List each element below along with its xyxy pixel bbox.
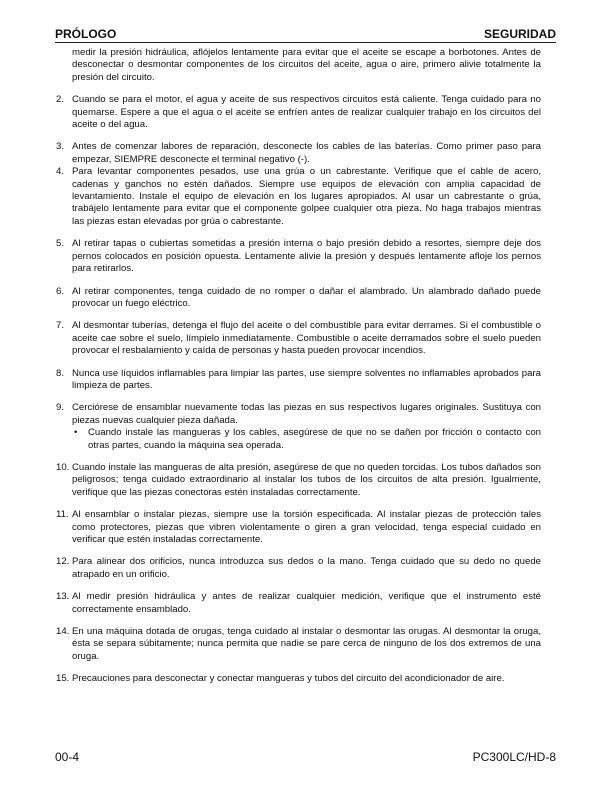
item-number: 9. bbox=[56, 402, 65, 414]
list-item bbox=[56, 166, 541, 228]
safety-list bbox=[56, 47, 541, 696]
page-number: 00-4 bbox=[55, 750, 80, 764]
item-text: Para alinear dos orificios, nunca introduzca sus dedos o la mano. Tenga cuidado que su dedo no quede atrapado en un orificio. bbox=[72, 556, 541, 580]
list-item bbox=[56, 626, 541, 663]
bullet-text: Cuando instale las mangueras y los cables, asegúrese de que no se dañen por fricción o contacto con otras partes, cuando la máquina sea operada. bbox=[88, 427, 541, 451]
item-text: Cerciórese de ensamblar nuevamente todas las piezas en sus respectivos lugares originales. Sustituya con piezas nuevas cualquier pieza dañada. bbox=[72, 402, 541, 426]
bullet-icon: • bbox=[74, 427, 78, 439]
item-text: Al medir presión hidráulica y antes de realizar cualquier medición, verifique que el instrumento esté correctamente ensamblado. bbox=[72, 591, 541, 615]
item-number: 15. bbox=[56, 673, 70, 685]
list-item bbox=[56, 320, 541, 357]
model-number: PC300LC/HD-8 bbox=[472, 750, 556, 764]
item-number: 6. bbox=[56, 285, 65, 297]
list-item bbox=[56, 141, 541, 166]
item-number: 3. bbox=[56, 141, 65, 153]
item-number: 8. bbox=[56, 367, 65, 379]
list-item bbox=[56, 591, 541, 616]
item-text: Cuando se para el motor, el agua y aceite de sus respectivos circuitos está caliente. Tenga cuidado para no quemarse. Espere a que el agua o el aceite se enfríen antes de realizar cualquier trabajo en los circuitos del aceite o del agua. bbox=[72, 94, 541, 131]
section-title: PRÓLOGO bbox=[55, 27, 117, 41]
list-item bbox=[56, 462, 541, 499]
list-item bbox=[56, 368, 541, 393]
item-number: 5. bbox=[56, 238, 65, 250]
list-item bbox=[56, 94, 541, 131]
list-item bbox=[56, 402, 541, 452]
item-text: Precauciones para desconectar y conectar mangueras y tubos del circuito del acondicionador de aire. bbox=[72, 673, 505, 685]
list-item bbox=[56, 673, 541, 685]
item-text: Para levantar componentes pesados, use una grúa o un cabrestante. Verifique que el cable de acero, cadenas y ganchos no estén dañados. Siempre use equipos de elevación con amplia capacidad de levantamiento. Instale el equipo de elevación en los lugares apropiados. Al usar un cabrestante o grúa, trabájelo lentamente para evitar que el componente golpee cualquier otra pieza. No haga trabajos mientras las piezas estan elevadas por grúa o cabrestante. bbox=[72, 166, 541, 227]
item-number: 14. bbox=[56, 626, 70, 638]
item-text: Cuando instale las mangueras de alta presión, asegúrese de que no queden torcidas. Los tubos dañados son peligrosos; tenga cuidado extraordinario al instalar los tubos de los circuitos de alta presión. Igualmente, verifique que las piezas conectoras estén instaladas correctamente. bbox=[72, 461, 541, 498]
item-text: Al desmontar tuberías, detenga el flujo del aceite o del combustible para evitar derrames. Si el combustible o aceite cae sobre el suelo, límpielo inmediatamente. Combustible o aceite derramados sobre el suelo pueden provocar el resbalamiento y caída de personas y hasta pueden provocar incendios. bbox=[72, 320, 541, 357]
chapter-title: SEGURIDAD bbox=[483, 27, 556, 41]
page-header bbox=[55, 26, 556, 43]
sub-bullet bbox=[72, 427, 541, 452]
item-number: 2. bbox=[56, 94, 65, 106]
list-item bbox=[56, 286, 541, 311]
list-item bbox=[56, 509, 541, 546]
page-footer bbox=[55, 750, 556, 764]
list-item bbox=[56, 238, 541, 275]
item-number: 7. bbox=[56, 320, 65, 332]
item-number: 13. bbox=[56, 591, 70, 603]
continued-paragraph: medir la presión hidráulica, aflójelos lentamente para evitar que el aceite se escape a borbotones. Antes de desconectar o desmontar componentes de los circuitos del aceite, agua o aire, primero alivie totalmente la presión del circuito. bbox=[72, 47, 541, 83]
item-text: Al retirar componentes, tenga cuidado de no romper o dañar el alambrado. Un alambrado dañado puede provocar un fuego eléctrico. bbox=[72, 285, 541, 309]
item-number: 12. bbox=[56, 556, 70, 568]
item-text: Al ensamblar o instalar piezas, siempre use la torsión especificada. Al instalar piezas de protección tales como protectores, piezas que vibren violentamente o giren a gran velocidad, tenga especial cuidado en verificar que estén instaladas correctamente. bbox=[72, 509, 541, 545]
list-item bbox=[56, 556, 541, 581]
item-text: En una máquina dotada de orugas, tenga cuidado al instalar o desmontar las orugas. Al desmontar la oruga, ésta se separa súbitamente; nunca permita que nadie se pare cerca de ninguno de los dos extremos de una oruga. bbox=[72, 626, 541, 662]
item-number: 10. bbox=[56, 461, 70, 473]
item-text: Al retirar tapas o cubiertas sometidas a presión interna o bajo presión debido a resortes, siempre deje dos pernos colocados en posición opuesta. Lentamente alivie la presión y después lentamente afloje los pernos para retirarlos. bbox=[72, 238, 541, 275]
item-text: Nunca use líquidos inflamables para limpiar las partes, use siempre solventes no inflamables aprobados para limpieza de partes. bbox=[72, 367, 541, 391]
item-text: Antes de comenzar labores de reparación, desconecte los cables de las baterías. Como primer paso para empezar, SIEMPRE desconecte el terminal negativo (-). bbox=[72, 141, 541, 165]
item-number: 4. bbox=[56, 166, 65, 178]
item-number: 11. bbox=[56, 509, 69, 521]
